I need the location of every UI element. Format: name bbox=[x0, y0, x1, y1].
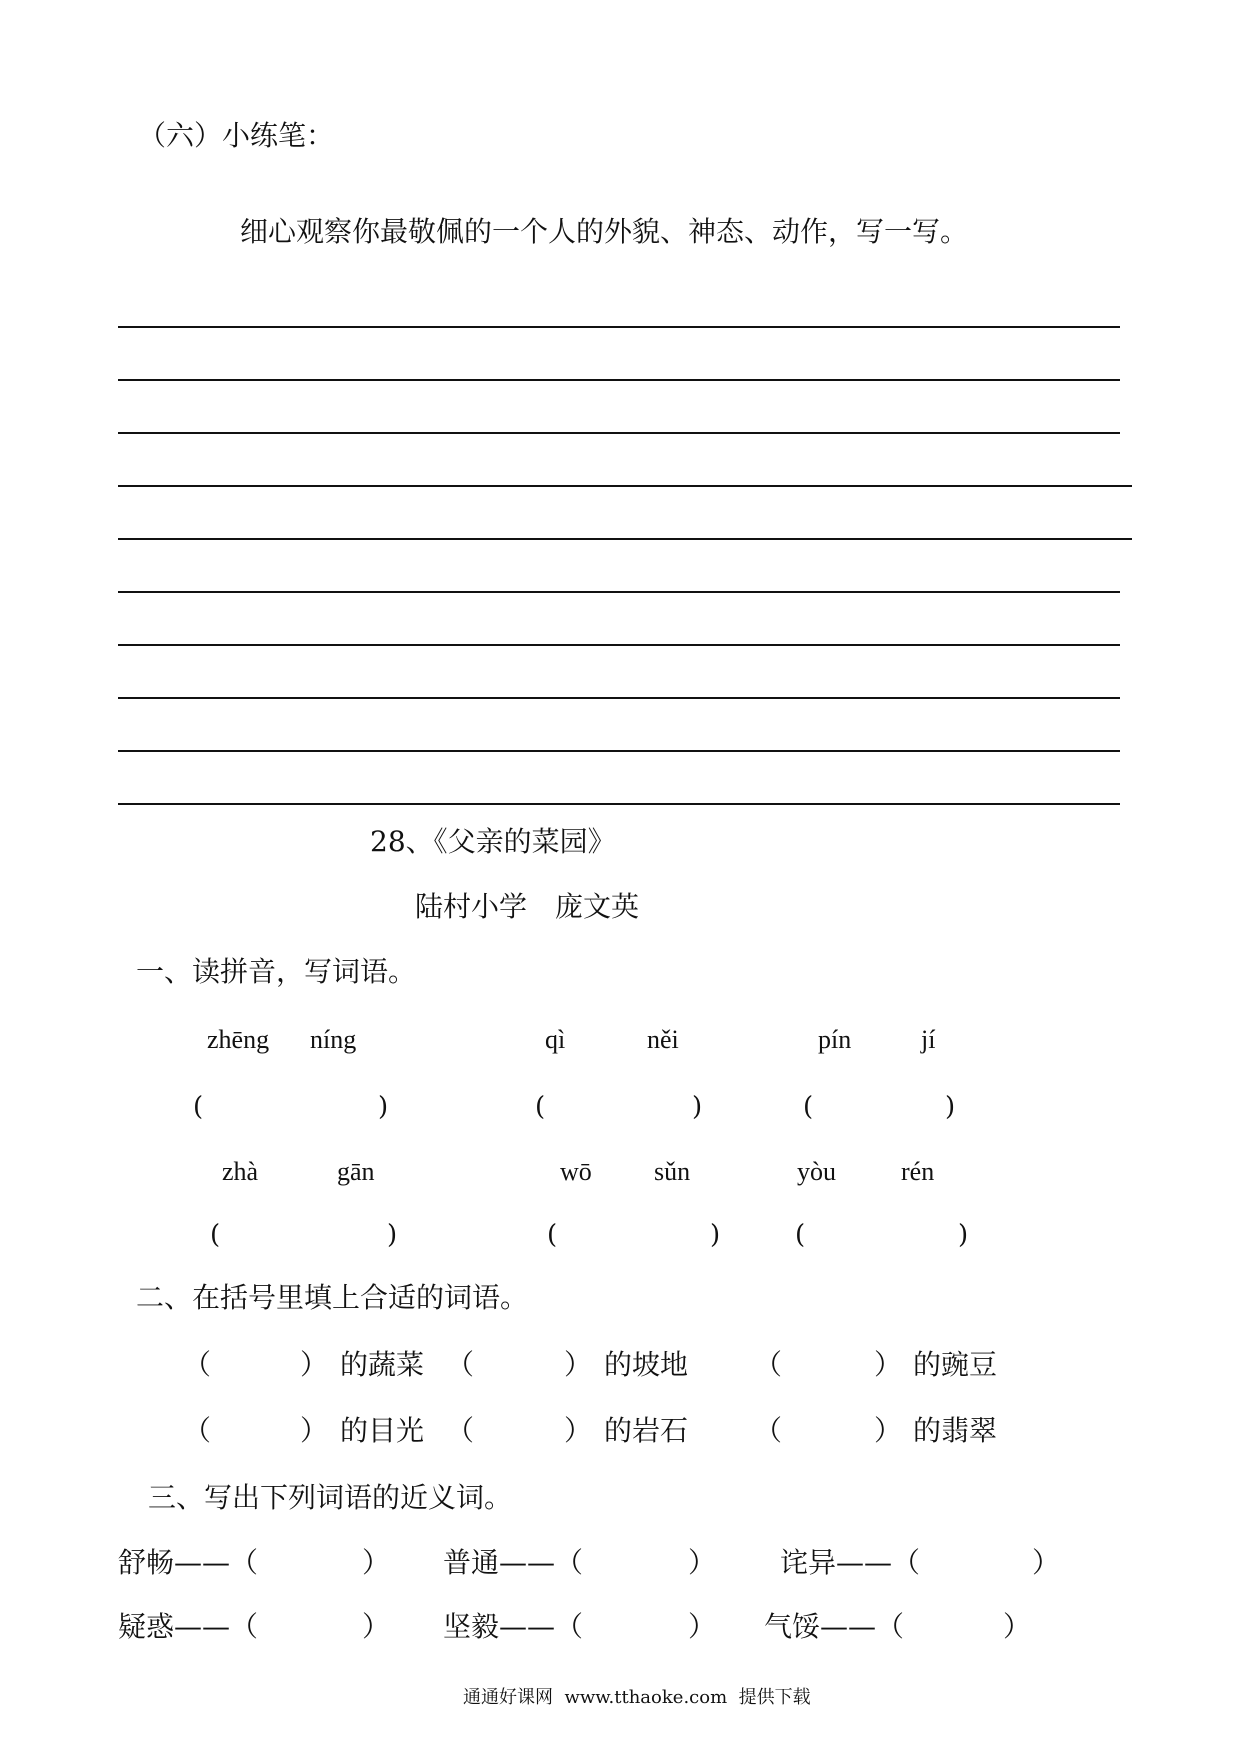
answer-open-paren: ( bbox=[535, 1092, 546, 1122]
q2-heading: 二、在括号里填上合适的词语。 bbox=[136, 1281, 529, 1314]
answer-open-paren: ( bbox=[547, 1220, 558, 1250]
fill-close-paren: ） bbox=[874, 1414, 903, 1447]
writing-line bbox=[118, 803, 1120, 805]
writing-line bbox=[118, 432, 1120, 434]
synonym-item: 气馁——（ bbox=[764, 1610, 905, 1643]
answer-close-paren: ) bbox=[692, 1092, 703, 1122]
q1-heading: 一、读拼音，写词语。 bbox=[136, 955, 417, 988]
pinyin: pín bbox=[818, 1025, 852, 1054]
synonym-close-paren: ） bbox=[362, 1610, 391, 1643]
pinyin: gān bbox=[337, 1157, 375, 1186]
writing-line bbox=[118, 644, 1120, 646]
synonym-close-paren: ） bbox=[1032, 1546, 1061, 1579]
synonym-close-paren: ） bbox=[362, 1546, 391, 1579]
writing-line bbox=[118, 591, 1120, 593]
writing-line bbox=[118, 485, 1132, 487]
synonym-close-paren: ） bbox=[688, 1610, 717, 1643]
writing-line bbox=[118, 697, 1120, 699]
answer-close-paren: ) bbox=[945, 1092, 956, 1122]
pinyin: jí bbox=[921, 1025, 936, 1054]
synonym-close-paren: ） bbox=[1003, 1610, 1032, 1643]
fill-word: 的蔬菜 bbox=[340, 1348, 425, 1381]
pinyin: sǔn bbox=[654, 1157, 691, 1186]
fill-close-paren: ） bbox=[874, 1348, 903, 1381]
lesson-title: 28、《父亲的菜园》 bbox=[370, 825, 616, 858]
answer-open-paren: ( bbox=[803, 1092, 814, 1122]
writing-prompt: 细心观察你最敬佩的一个人的外貌、神态、动作，写一写。 bbox=[240, 215, 969, 248]
fill-word: 的目光 bbox=[340, 1414, 425, 1447]
writing-line bbox=[118, 379, 1120, 381]
synonym-close-paren: ） bbox=[688, 1546, 717, 1579]
section-heading: （六）小练笔： bbox=[138, 119, 335, 152]
fill-open-paren: （ bbox=[183, 1414, 212, 1447]
writing-line bbox=[118, 326, 1120, 328]
fill-close-paren: ） bbox=[300, 1414, 329, 1447]
fill-open-paren: （ bbox=[754, 1348, 783, 1381]
pinyin: něi bbox=[647, 1025, 679, 1054]
answer-open-paren: ( bbox=[193, 1092, 204, 1122]
fill-close-paren: ） bbox=[300, 1348, 329, 1381]
fill-word: 的坡地 bbox=[604, 1348, 689, 1381]
pinyin: qì bbox=[545, 1025, 566, 1054]
fill-open-paren: （ bbox=[183, 1348, 212, 1381]
pinyin: rén bbox=[901, 1157, 935, 1186]
synonym-item: 坚毅——（ bbox=[443, 1610, 584, 1643]
writing-line bbox=[118, 750, 1120, 752]
synonym-item: 诧异——（ bbox=[780, 1546, 921, 1579]
fill-word: 的豌豆 bbox=[913, 1348, 998, 1381]
answer-close-paren: ) bbox=[387, 1220, 398, 1250]
fill-close-paren: ） bbox=[564, 1414, 593, 1447]
answer-close-paren: ) bbox=[378, 1092, 389, 1122]
fill-open-paren: （ bbox=[446, 1348, 475, 1381]
fill-open-paren: （ bbox=[446, 1414, 475, 1447]
pinyin: zhēng bbox=[207, 1025, 270, 1054]
pinyin: níng bbox=[310, 1025, 357, 1054]
lesson-author: 陆村小学 庞文英 bbox=[415, 890, 640, 923]
synonym-item: 普通——（ bbox=[443, 1546, 584, 1579]
pinyin: yòu bbox=[797, 1157, 836, 1186]
answer-open-paren: ( bbox=[210, 1220, 221, 1250]
fill-word: 的翡翠 bbox=[913, 1414, 998, 1447]
writing-line bbox=[118, 538, 1132, 540]
synonym-item: 舒畅——（ bbox=[118, 1546, 259, 1579]
answer-close-paren: ) bbox=[710, 1220, 721, 1250]
pinyin: wō bbox=[560, 1157, 592, 1186]
answer-close-paren: ) bbox=[958, 1220, 969, 1250]
pinyin: zhà bbox=[222, 1157, 259, 1186]
answer-open-paren: ( bbox=[795, 1220, 806, 1250]
fill-close-paren: ） bbox=[564, 1348, 593, 1381]
page-footer: 通通好课网 www.tthaoke.com 提供下载 bbox=[463, 1687, 811, 1708]
q3-heading: 三、写出下列词语的近义词。 bbox=[148, 1481, 513, 1514]
fill-word: 的岩石 bbox=[604, 1414, 689, 1447]
fill-open-paren: （ bbox=[754, 1414, 783, 1447]
synonym-item: 疑惑——（ bbox=[118, 1610, 259, 1643]
